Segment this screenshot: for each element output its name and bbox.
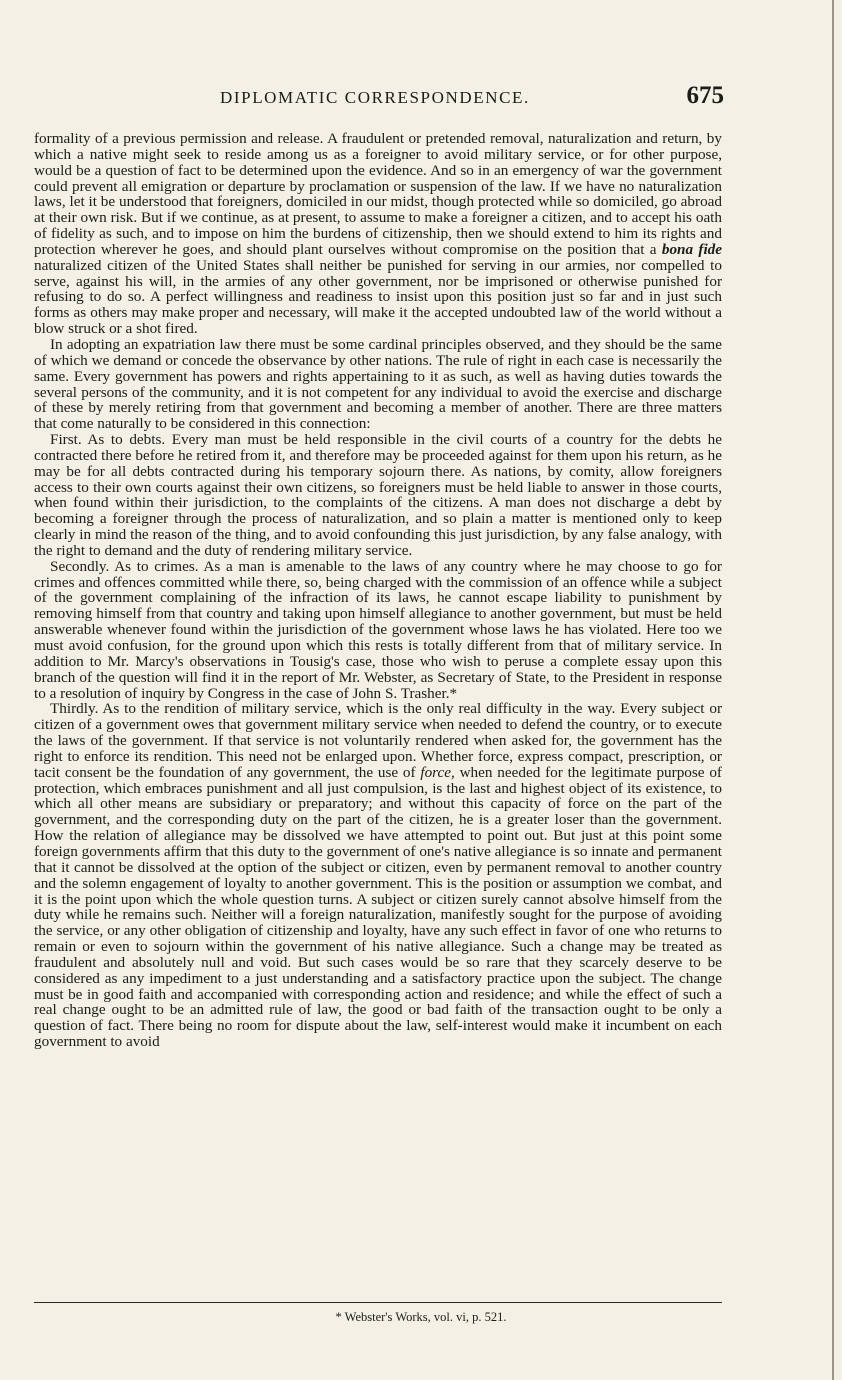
paragraph-text: when needed for the legitimate purpose of protection, which embraces punishment and all just compulsion, is the last and highest object of its existence, to which all other means are subsidiary or preparatory; and without this capacity of force on the part of the government, and the corresponding duty on the part of the citizen, he is a greater loser than the government. How the relation of allegiance may be dissolved we have attempted to point out. But just at this point some foreign governments affirm that this duty to the government of one's native allegiance is so innate and permanent that it cannot be dissolved at the option of the subject or citizen, even by permanent removal to another country and the solemn engagement of loyalty to another government. This is the position or assumption we combat, and it is the point upon which the whole question turns. A subject or citizen surely cannot absolve himself from the duty while he remains such. Neither will a foreign naturalization, manifestly sought for the purpose of avoiding the service, or any other obligation of citizenship and loyalty, have any such effect in favor of one who returns to remain or even to sojourn within the government of his native allegiance. Such a change may be treated as fraudulent and absolutely null and void. But such cases would be so rare that they scarcely deserve to be considered as any impediment to a just understanding and a satisfactory practice upon the subject. The change must be in good faith and accompanied with corresponding action and residence; and while the effect of such a real change ought to be an admitted rule of law, the good or bad faith of the transaction ought to be only a question of fact. There being no room for dispute about the law, self-interest would make it incumbent on each government to avoid (34, 763, 722, 1051)
running-title: DIPLOMATIC CORRESPONDENCE. (220, 88, 530, 107)
running-header (34, 82, 724, 116)
page-number: 675 (686, 82, 724, 109)
paragraph-text: naturalized citizen of the United States shall neither be punished for serving in our armies, nor compelled to serve, against his will, in the armies of any other government, nor be imprisoned or otherwise punished for refusing to do so. A perfect willingness and readiness to insist upon this position just so far and in just such forms as others may make proper and necessary, will make it the accepted undoubted law of the world without a blow struck or a shot fired. (34, 256, 722, 338)
main-text (34, 131, 722, 1050)
footnote-rule (34, 1302, 722, 1303)
footnote: * Webster's Works, vol. vi, p. 521. (335, 1310, 507, 1324)
paragraph-text: Thirdly. As to the rendition of military service, which is the only real difficulty in the way. Every subject or citizen of a government owes that government military service when needed to defend the country, or to execute the laws of the government. If that service is not voluntarily rendered when asked for, the government has the right to enforce its rendition. This need not be enlarged upon. Whether force, express compact, prescription, or tacit consent be the foundation of any government, the use of (34, 700, 722, 781)
paragraph-expatriation: In adopting an expatriation law there must be some cardinal principles observed, and they should be the same of which we demand or concede the observance by other nations. The rule of right in each case is necessarily the same. Every government has powers and rights appertaining to it as such, as well as having duties towards the several persons of the community, and it is not competent for any individual to avoid the exercise and discharge of these by merely retiring from that government and becoming a member of another. There are three matters that come naturally to be considered in this connection: (34, 335, 722, 433)
page-edge-shadow (832, 0, 834, 1380)
paragraph-military-service (34, 701, 722, 1050)
paragraph-debts: First. As to debts. Every man must be held responsible in the civil courts of a country for the debts he contracted there before he retired from it, and therefore may be proceeded against for them upon his return, as he may be for all debts contracted during his temporary sojourn there. As nations, by comity, allow foreigners access to their own courts against their own citizens, so foreigners must be held liable to answer in those courts, when found within their jurisdiction, to the complaints of the citizens. A man does not discharge a debt by becoming a foreigner through the process of naturalization, and so plain a matter is mentioned only to keep clearly in mind the reason of the thing, and to avoid confounding this just jurisdiction, by any false analogy, with the right to demand and the duty of rendering military service. (34, 431, 722, 559)
emphasis-bona-fide: bona fide (661, 240, 723, 258)
paragraph-continued (34, 131, 722, 337)
emphasis-force: force, (420, 763, 455, 781)
paragraph-text: formality of a previous permission and release. A fraudulent or pretended removal, naturalization and return, by which a native might seek to reside among us as a foreigner to avoid military service, or for other purpose, would be a question of fact to be determined upon the evidence. And so in an emergency of war the government could prevent all emigration or departure by proclamation or suspension of the law. If we have no naturalization laws, let it be understood that foreigners, domiciled in our midst, though protected while so domiciled, go abroad at their own risk. But if we continue, as at present, to assume to make a foreigner a citizen, and to accept his oath of fidelity as such, and to impose on him the burdens of citizenship, then we should extend to him its rights and protection wherever he goes, and should plant ourselves without compromise on the position that a (34, 130, 722, 258)
paragraph-crimes: Secondly. As to crimes. As a man is amenable to the laws of any country where he may choose to go for crimes and offences committed while there, so, being charged with the commission of an offence while a subject of the government complaining of the infraction of its laws, he cannot escape liability to punishment by removing himself from that country and taking upon himself allegiance to another government, but must be held answerable whenever found within the jurisdiction of the government whose laws he has violated. Here too we must avoid confusion, for the ground upon which this rests is totally different from that of military service. In addition to Mr. Marcy's observations in Tousig's case, those who wish to peruse a complete essay upon this branch of the question will find it in the report of Mr. Webster, as Secretary of State, to the President in response to a resolution of inquiry by Congress in the case of John S. Trasher.* (34, 557, 722, 702)
